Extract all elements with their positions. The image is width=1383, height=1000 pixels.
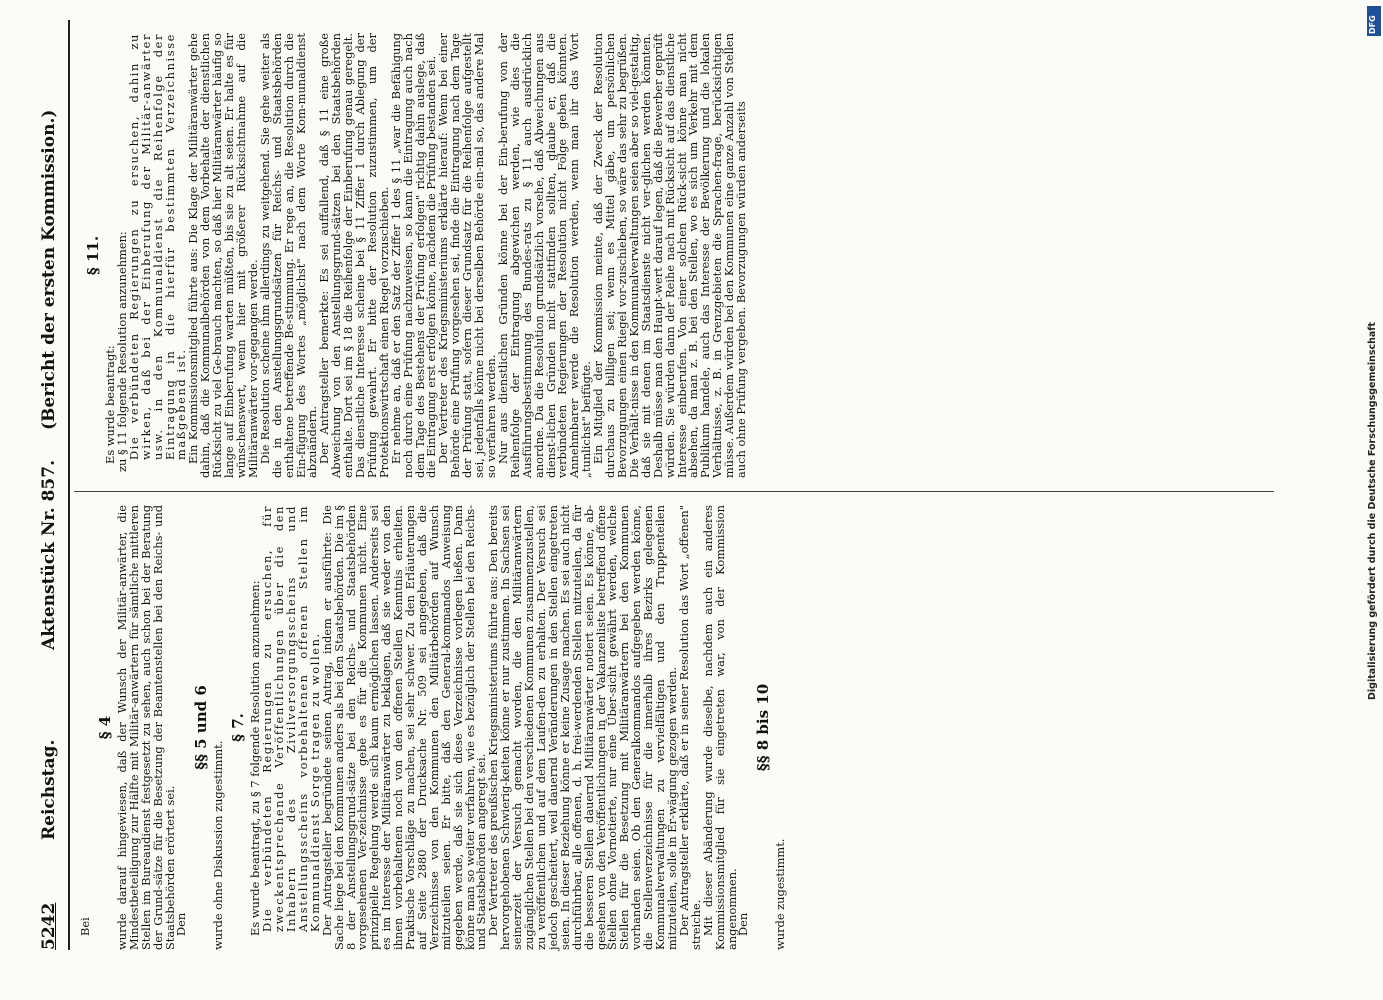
section-heading: § 11. <box>84 235 102 276</box>
left-column <box>80 505 787 950</box>
column-divider <box>74 491 1274 492</box>
paragraph: Ein Kommissionsmitglied führte aus: Die Klage der Militäranwärter gehe dahin, daß die Kommunalbehörden von dem Vorbehalte der dienstlichen Rücksicht zu viel Ge-brauch machten, so daß hier Militäranwärter häufig so lange auf Einberufung warten müßten, bis sie zu alt seien. Er halte es für wünschenswert, wenn hier mit größerer Rücksichtnahme auf die Militäranwärter vor-gegangen werde. <box>186 33 260 478</box>
paragraph: Der Antragsteller erklärte, daß er in seiner Resolution das Wort „offenen" streiche. <box>676 505 703 950</box>
paragraph: Der Antragsteller bemerkte: Es sei auffallend, daß § 11 eine große Abweichung von den Anstellungsgrund-sätzen bei den Staatsbehörden enthalte. Dort sei im § 18 die Reihenfolge der Einberufung genau geregelt. Das dienstliche Interesse scheine bei § 11 Ziffer 1 durch Ablegung der Prüfung gewahrt. Er bitte der Resolution zuzustimmen, um der Protektionswirtschaft einen Riegel vorzuschieben. <box>317 33 391 478</box>
paragraph: Der Antragsteller begründete seinen Antrag, indem er ausführte: Die Sache liege bei den Kommunen anders als bei den Staatsbehörden. Die im § 8 der Anstellungsgrund-sätze bei den Reichs- und Staatsbehörden vorgesehenen Ver-zeichnisse gebe es für die Kommunen nicht. Eine prinzipielle Regelung werde sich kaum ermöglichen lassen. Anderseits sei es im Interesse der Militäranwärter zu beklagen, daß sie weder von den ihnen vorbehaltenen noch von den offenen Stellen Kenntnis erhielten. Praktische Vorschläge zu machen, sei sehr schwer. Zu den Erläuterungen auf Seite 2880 der Drucksache Nr. 509 sei angegeben, daß die Verzeichnisse von den Kommunen den Militärbehörden auf Wunsch mitzuteilen seien. Er bitte, daß den General-kommandos Anweisung gegeben werde, daß sie sich diese Verzeichnisse vorlegen ließen. Dann könne man so weiter verfahren, wie es bezüglich der Stellen bei den Reichs- und Staatsbehörden angeregt sei. <box>319 505 489 950</box>
paragraph: zu § 11 folgende Resolution anzunehmen: <box>114 231 129 472</box>
header-publication: Reichstag. <box>39 739 59 840</box>
section-heading: §§ 8 bis 10 <box>754 683 773 772</box>
paragraph: Der Vertreter des preußischen Kriegsministeriums führte aus: Den bereits hervorgehobenen Schwierig-keiten könne er nur zustimmen. In Sachsen sei seinerzeit der Versuch gemacht worden, die den Militäranwärtern zugänglichen Stellen bei den verschiedenen Kommunen zusammenzustellen, zu veröffentlichen und auf dem Laufen-den zu erhalten. Der Versuch sei jedoch gescheitert, weil dauernd Veränderungen in den Stellen eingetreten seien. In dieser Beziehung könne er keine Zusage machen. Es sei auch nicht durchführbar, alle offenen, d. h. frei-werdenden Stellen mitzuteilen, da für die besseren Stellen dauernd Militäranwärter notiert seien. Es könne, ab-gesehen von den Veröffentlichungen in der Vakanzenliste betreffend offene Stellen ohne Vornotierte, nur eine Über-sicht gewährt werden, welche Stellen für die Besetzung mit Militäranwärtern bei den Kommunen vorhanden seien. Ob den Generalkommandos aufgegeben werden könne, die Stellenverzeichnisse für die innerhalb ihres Bezirks gelegenen Kommunalverwaltungen zu vervielfältigen und den Truppenteilen mitzuteilen, solle in Er-wägung gezogen werden. <box>486 505 679 950</box>
right-column <box>80 33 748 478</box>
page-number: 5242 <box>39 902 59 950</box>
resolution-text: Die verbündeten Regierungen zu ersuchen, für zweckentsprechende Veröffentlichungen über die den Inhabern des Zivilversorgungsscheins und Anstellungsscheins vorbehaltenen offenen Stellen im Kommunaldienst Sorge tragen zu wollen. <box>260 505 322 932</box>
paragraph: wurde darauf hingewiesen, daß der Wunsch der Militär-anwärter, die Mindestbeteiligung zur Hälfte mit Militär-anwärtern für sämtliche mittleren Stellen im Bureaudienst festgesetzt zu sehen, auch schon bei der Beratung der Grund-sätze für die Besetzung der Beamtenstellen bei den Reichs- und Staatsbehörden erörtert sei. <box>114 505 177 950</box>
paragraph: wurde ohne Diskussion zugestimmt. <box>211 740 226 950</box>
digitization-credit <box>1367 40 1379 700</box>
header-document-number: Aktenstück Nr. 857. <box>39 459 59 650</box>
paragraph: Die Resolution scheine ihm allerdings zu weitgehend. Sie gehe weiter als die in den Anstellungsgrundsätzen für Reichs- und Staatsbehörden enthaltene betreffende Be-stimmung. Er rege an, die Resolution durch die Ein-fügung des Wortes „möglichst" nach dem Worte Kom-munaldienst abzuändern. <box>257 33 320 478</box>
paragraph: Es wurde beantragt: <box>103 345 117 464</box>
resolution-text: Die verbündeten Regierungen zu ersuchen, dahin zu wirken, daß bei der Einberufung der Militär-anwärter usw. in den Kommunaldienst die Reihenfolge der Eintragung in die hierfür bestimmten Verzeichnisse maßgebend ist. <box>126 33 189 460</box>
paragraph: Bei <box>78 917 92 936</box>
credit-text: Digitalisierung gefördert durch die Deutsche Forschungsgemeinschaft <box>1367 322 1378 700</box>
document-page <box>40 20 1280 950</box>
paragraph: Es wurde beantragt, zu § 7 folgende Resolution anzunehmen: <box>248 580 263 936</box>
paragraph: Den <box>736 912 751 936</box>
header-report-title: (Bericht der ersten Kommission.) <box>39 109 59 430</box>
paragraph: wurde zugestimmt. <box>773 838 788 950</box>
section-heading: § 7. <box>229 713 248 742</box>
paragraph: Er nehme an, daß er den Satz der Ziffer 1 des § 11 „war die Befähigung noch durch eine Prüfung nachzuweisen, so kann die Eintragung auch nach dem Tage des Bestehens der Prüfung erfolgen" richtig dahin auslege, daß die Eintragung erst erfolgen könne, nachdem die Prüfung bestanden sei. <box>388 33 439 478</box>
section-heading: § 4 <box>95 715 114 740</box>
dfg-logo-text: DFG <box>1368 15 1377 34</box>
header-rule <box>68 20 70 950</box>
paragraph: Der Vertreter des Kriegsministeriums erklärte hierauf: Wenn bei einer Behörde eine Prüfung vorgesehen sei, finde die Eintragung nach dem Tage der Prüfung statt, sofern dieser Grundsatz für die Reihenfolge aufgestellt sei, jedenfalls könne nicht bei derselben Behörde ein-mal so, das andere Mal so verfahren werden. <box>436 33 498 478</box>
paragraph: Den <box>174 912 189 936</box>
paragraph: Nur aus dienstlichen Gründen könne bei der Ein-berufung von der Reihenfolge der Eintragung abgewichen werden, wie dies die Ausführungsbestimmung des Bundes-rats zu § 11 auch ausdrücklich anordne. Da die Resolution grundsätzlich vorsehe, daß Abweichungen aus dienst-lichen Gründen nicht stattfinden sollten, glaube er, daß die verbündeten Regierungen der Resolution nicht Folge geben könnten. Annehmbarer werde die Resolution werden, wenn man ihr das Wort „tunlichst" beifügte. <box>495 33 594 478</box>
paragraph: Ein Mitglied der Kommission meinte, daß der Zweck der Resolution durchaus zu billigen sei; wenn es Mittel gäbe, um persönlichen Bevorzugungen einen Riegel vor-zuschieben, so wäre das sehr zu begrüßen. Die Verhält-nisse in den Kommunalverwaltungen seien aber so viel-gestaltig, daß sie mit denen im Staatsdienste nicht ver-glichen werden könnten. Deshalb müsse man den Haupt-wert darauf legen, daß die Bewerber geprüft würden. Sie würden dann der Reihe nach mit Rücksicht auf das dienstliche Interesse einberufen. Von einer solchen Rück-sicht könne man nicht absehen, da man z. B. bei den Stellen, wo es sich um Verkehr mit dem Publikum handele, auch das Interesse der Bevölkerung und die lokalen Verhältnisse, z. B. in Grenzgebieten die Sprachen-frage, berücksichtigen müsse. Außerdem würden bei den Kommunen eine ganze Anzahl von Stellen auch ohne Prüfung vergeben. Bevorzugungen würden anderseits <box>591 33 749 478</box>
paragraph: Mit dieser Abänderung wurde dieselbe, nachdem auch ein anderes Kommissionsmitglied für sie eingetreten war, von der Kommission angenommen. <box>700 505 739 950</box>
dfg-logo <box>1367 6 1381 36</box>
section-heading: §§ 5 und 6 <box>192 685 211 770</box>
